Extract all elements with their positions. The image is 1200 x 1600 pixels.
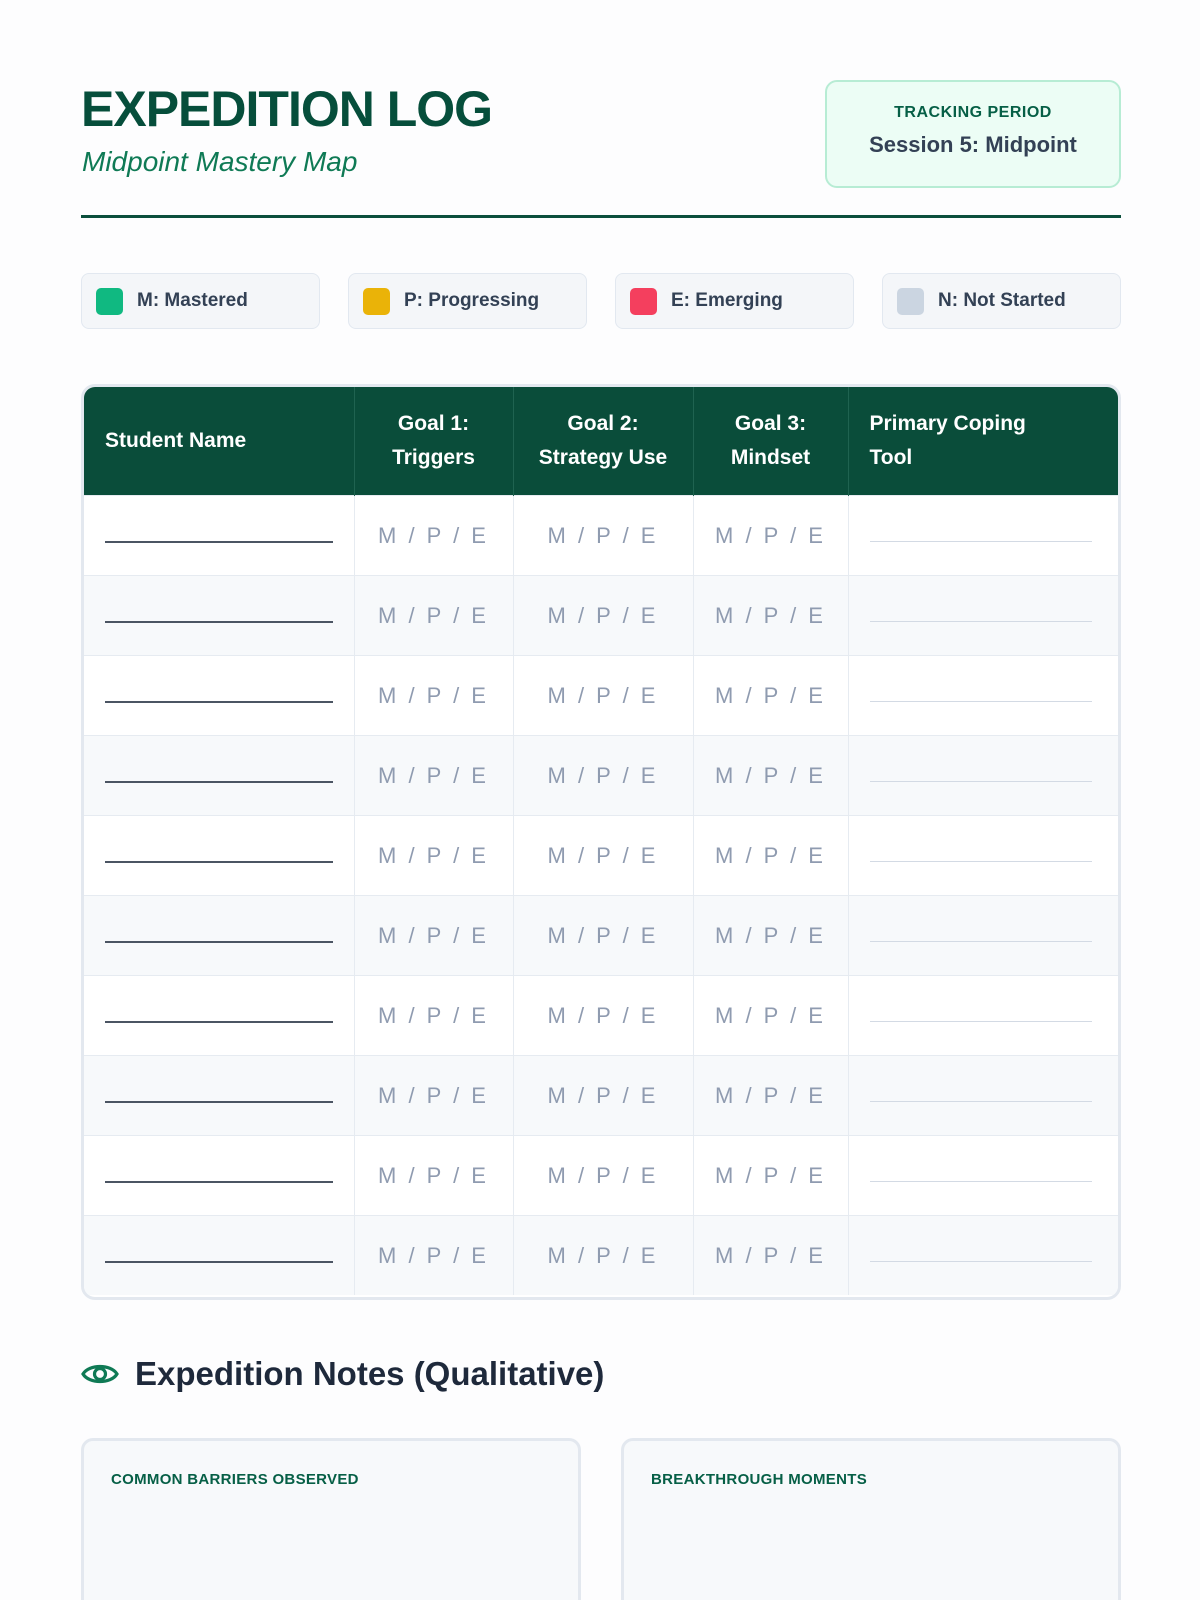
legend-label: N: Not Started — [938, 290, 1066, 311]
column-header-label: Mindset — [730, 446, 811, 469]
header — [81, 80, 1121, 220]
student-name-cell[interactable] — [84, 576, 354, 656]
student-name-blank — [105, 1179, 333, 1183]
column-header-label: Strategy Use — [538, 446, 668, 469]
eye-icon — [81, 1359, 119, 1389]
student-name-blank — [105, 939, 333, 943]
goal-1-rating-cell[interactable]: M / P / E — [354, 976, 513, 1056]
header-divider — [81, 215, 1121, 218]
goal-1-rating-cell[interactable]: M / P / E — [354, 576, 513, 656]
column-header-label: Triggers — [392, 446, 475, 469]
legend-item-emerging — [615, 273, 854, 329]
column-header-label: Goal 2: — [567, 412, 639, 436]
notes-box-label: COMMON BARRIERS OBSERVED — [111, 1471, 359, 1488]
legend-item-mastered — [81, 273, 320, 329]
table-row — [84, 1216, 1118, 1296]
column-header-goal-1 — [354, 387, 513, 496]
goal-1-rating-cell[interactable]: M / P / E — [354, 816, 513, 896]
student-name-blank — [105, 619, 333, 623]
tracking-period-label: TRACKING PERIOD — [894, 104, 1052, 121]
column-header-primary-coping-tool — [848, 387, 1118, 496]
goal-3-rating-cell[interactable]: M / P / E — [693, 1056, 848, 1136]
column-header-label: Goal 3: — [734, 412, 807, 436]
legend-swatch-mastered — [96, 288, 123, 315]
goal-3-rating-cell[interactable]: M / P / E — [693, 736, 848, 816]
student-name-cell[interactable] — [84, 1136, 354, 1216]
legend-swatch-not-started — [897, 288, 924, 315]
coping-tool-cell[interactable] — [848, 736, 1118, 816]
legend-swatch-emerging — [630, 288, 657, 315]
goal-2-rating-cell[interactable]: M / P / E — [513, 1056, 693, 1136]
column-header-goal-3 — [693, 387, 848, 496]
notes-box-label: BREAKTHROUGH MOMENTS — [651, 1471, 867, 1488]
table-body — [84, 496, 1118, 1296]
legend-label: M: Mastered — [137, 290, 248, 311]
goal-2-rating-cell[interactable]: M / P / E — [513, 656, 693, 736]
legend — [81, 273, 1121, 329]
notes-section-heading: Expedition Notes (Qualitative) — [135, 1355, 605, 1392]
table-row — [84, 1136, 1118, 1216]
student-name-cell[interactable] — [84, 976, 354, 1056]
goal-2-rating-cell[interactable]: M / P / E — [513, 496, 693, 576]
mastery-table — [84, 387, 1118, 1295]
coping-tool-cell[interactable] — [848, 576, 1118, 656]
coping-tool-blank — [870, 860, 1093, 862]
column-header-label: Primary Coping — [869, 412, 1026, 436]
table-row — [84, 1056, 1118, 1136]
coping-tool-cell[interactable] — [848, 1136, 1118, 1216]
coping-tool-cell[interactable] — [848, 1056, 1118, 1136]
legend-swatch-progressing — [363, 288, 390, 315]
coping-tool-cell[interactable] — [848, 976, 1118, 1056]
student-name-cell[interactable] — [84, 736, 354, 816]
student-name-blank — [105, 1259, 333, 1263]
coping-tool-blank — [870, 540, 1093, 542]
coping-tool-cell[interactable] — [848, 1216, 1118, 1296]
page-subtitle: Midpoint Mastery Map — [82, 146, 358, 177]
goal-3-rating-cell[interactable]: M / P / E — [693, 896, 848, 976]
student-name-cell[interactable] — [84, 816, 354, 896]
table-row — [84, 576, 1118, 656]
coping-tool-blank — [870, 940, 1093, 942]
goal-2-rating-cell[interactable]: M / P / E — [513, 1136, 693, 1216]
student-name-blank — [105, 1019, 333, 1023]
goal-1-rating-cell[interactable]: M / P / E — [354, 1216, 513, 1296]
legend-label: E: Emerging — [671, 290, 783, 311]
goal-2-rating-cell[interactable]: M / P / E — [513, 976, 693, 1056]
student-name-cell[interactable] — [84, 1216, 354, 1296]
table-header-row — [84, 387, 1118, 496]
goal-3-rating-cell[interactable]: M / P / E — [693, 656, 848, 736]
student-name-cell[interactable] — [84, 1056, 354, 1136]
table-row — [84, 496, 1118, 576]
notes-box-breakthrough-moments[interactable] — [621, 1438, 1121, 1600]
mastery-table-container — [81, 384, 1121, 1300]
goal-1-rating-cell[interactable]: M / P / E — [354, 1136, 513, 1216]
coping-tool-blank — [870, 1100, 1093, 1102]
goal-1-rating-cell[interactable]: M / P / E — [354, 736, 513, 816]
goal-1-rating-cell[interactable]: M / P / E — [354, 496, 513, 576]
notes-section-title — [81, 1354, 604, 1394]
table-row — [84, 656, 1118, 736]
column-header-label: Student Name — [105, 429, 247, 453]
table-row — [84, 896, 1118, 976]
goal-3-rating-cell[interactable]: M / P / E — [693, 496, 848, 576]
goal-2-rating-cell[interactable]: M / P / E — [513, 816, 693, 896]
goal-1-rating-cell[interactable]: M / P / E — [354, 896, 513, 976]
goal-1-rating-cell[interactable]: M / P / E — [354, 656, 513, 736]
goal-2-rating-cell[interactable]: M / P / E — [513, 736, 693, 816]
student-name-cell[interactable] — [84, 496, 354, 576]
coping-tool-blank — [870, 1180, 1093, 1182]
coping-tool-blank — [870, 620, 1093, 622]
goal-3-rating-cell[interactable]: M / P / E — [693, 976, 848, 1056]
goal-1-rating-cell[interactable]: M / P / E — [354, 1056, 513, 1136]
column-header-label: Goal 1: — [397, 412, 470, 436]
coping-tool-cell[interactable] — [848, 816, 1118, 896]
goal-3-rating-cell[interactable]: M / P / E — [693, 576, 848, 656]
table-row — [84, 816, 1118, 896]
goal-3-rating-cell[interactable]: M / P / E — [693, 1216, 848, 1296]
goal-2-rating-cell[interactable]: M / P / E — [513, 576, 693, 656]
column-header-label: Tool — [869, 446, 913, 469]
tracking-period-value: Session 5: Midpoint — [869, 132, 1077, 157]
column-header-goal-2 — [513, 387, 693, 496]
coping-tool-blank — [870, 700, 1093, 702]
student-name-blank — [105, 1099, 333, 1103]
goal-3-rating-cell[interactable]: M / P / E — [693, 1136, 848, 1216]
legend-item-not-started — [882, 273, 1121, 329]
student-name-blank — [105, 779, 333, 783]
page-title: EXPEDITION LOG — [81, 81, 493, 137]
notes-box-common-barriers[interactable] — [81, 1438, 581, 1600]
student-name-cell[interactable] — [84, 896, 354, 976]
goal-3-rating-cell[interactable]: M / P / E — [693, 816, 848, 896]
table-row — [84, 736, 1118, 816]
tracking-period-card — [825, 80, 1121, 188]
table-row — [84, 976, 1118, 1056]
coping-tool-blank — [870, 1260, 1093, 1262]
goal-2-rating-cell[interactable]: M / P / E — [513, 1216, 693, 1296]
coping-tool-blank — [870, 780, 1093, 782]
goal-2-rating-cell[interactable]: M / P / E — [513, 896, 693, 976]
student-name-blank — [105, 859, 333, 863]
student-name-blank — [105, 699, 333, 703]
column-header-student-name — [84, 387, 354, 496]
student-name-blank — [105, 539, 333, 543]
legend-label: P: Progressing — [404, 290, 540, 311]
coping-tool-cell[interactable] — [848, 896, 1118, 976]
coping-tool-cell[interactable] — [848, 496, 1118, 576]
coping-tool-cell[interactable] — [848, 656, 1118, 736]
coping-tool-blank — [870, 1020, 1093, 1022]
student-name-cell[interactable] — [84, 656, 354, 736]
legend-item-progressing — [348, 273, 587, 329]
